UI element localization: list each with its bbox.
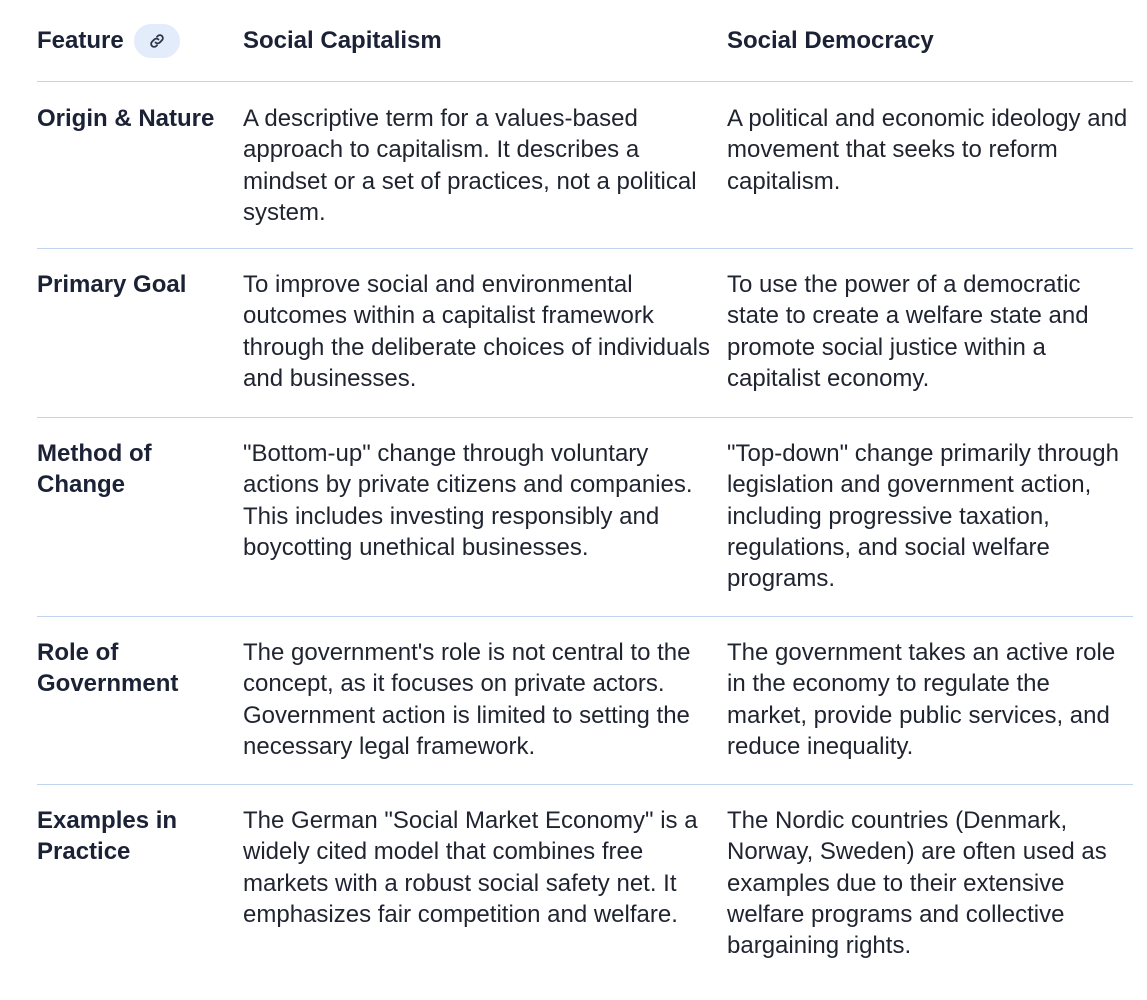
header-social-capitalism: Social Capitalism xyxy=(243,26,442,54)
social-democracy-cell: To use the power of a democratic state to create a welfare state and promote social justice within a capitalist economy. xyxy=(727,271,1089,392)
social-capitalism-cell: The German "Social Market Economy" is a widely cited model that combines free markets with a robust social safety net. It emphasizes fair competition and welfare. xyxy=(243,807,698,928)
copy-link-button[interactable] xyxy=(134,24,180,58)
comparison-table xyxy=(37,0,1133,1000)
social-democracy-cell: The Nordic countries (Denmark, Norway, Sweden) are often used as examples due to their extensive welfare programs and collective bargaining rights. xyxy=(727,807,1107,960)
social-capitalism-cell: To improve social and environmental outcomes within a capitalist framework through the deliberate choices of individuals and businesses. xyxy=(243,271,710,392)
social-capitalism-cell: The government's role is not central to the concept, as it focuses on private actors. Government action is limited to setting the necessary legal framework. xyxy=(243,639,691,760)
link-icon xyxy=(148,32,166,50)
row-feature-label: Role of Government xyxy=(37,639,179,698)
social-democracy-cell: "Top-down" change primarily through legislation and government action, including progressive taxation, regulations, and social welfare programs. xyxy=(727,440,1119,593)
table-row xyxy=(37,249,1133,418)
table-row xyxy=(37,785,1133,1000)
table-row xyxy=(37,617,1133,785)
row-feature-label: Method of Change xyxy=(37,440,152,499)
social-capitalism-cell: A descriptive term for a values-based approach to capitalism. It describes a mindset or a set of practices, not a political system. xyxy=(243,105,697,226)
table-row xyxy=(37,82,1133,249)
header-feature xyxy=(37,24,243,58)
table-header-row xyxy=(37,0,1133,82)
row-feature-label: Examples in Practice xyxy=(37,807,178,866)
social-democracy-cell: The government takes an active role in the economy to regulate the market, provide public services, and reduce inequality. xyxy=(727,639,1116,760)
social-capitalism-cell: "Bottom-up" change through voluntary actions by private citizens and companies. This includes investing responsibly and boycotting unethical businesses. xyxy=(243,440,693,561)
row-feature-label: Primary Goal xyxy=(37,271,187,298)
header-social-democracy: Social Democracy xyxy=(727,26,934,54)
table-row xyxy=(37,418,1133,617)
row-feature-label: Origin & Nature xyxy=(37,105,215,132)
header-feature-label: Feature xyxy=(37,26,124,54)
social-democracy-cell: A political and economic ideology and movement that seeks to reform capitalism. xyxy=(727,105,1128,195)
